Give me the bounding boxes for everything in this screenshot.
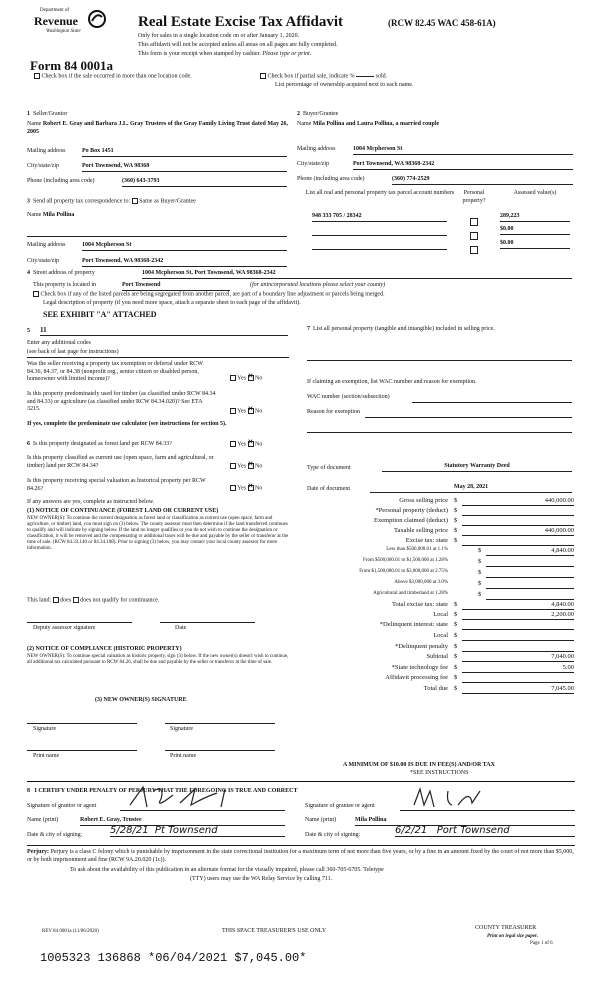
see-instructions: *SEE INSTRUCTIONS <box>410 770 469 776</box>
dollar-sign: $ <box>454 664 458 671</box>
s5-see-back: (see back of last page for instructions) <box>27 349 119 355</box>
tax-row-value[interactable] <box>486 569 574 578</box>
assessed-value-2[interactable]: $0.00 <box>500 226 570 235</box>
s6-q3-answer[interactable]: Yes ✕ No <box>230 485 262 493</box>
same-as-buyer-checkbox[interactable] <box>132 198 138 204</box>
logo-state: Washington State <box>46 29 81 34</box>
seller-name-field[interactable]: Name Robert E. Gray and Barbara J.L. Gray Trustees of the Gray Family Living Trust dated May 26, 2005 <box>27 121 289 135</box>
dollar-sign: $ <box>454 517 458 524</box>
form-citation: (RCW 82.45 WAC 458-61A) <box>388 18 496 28</box>
dollar-sign: $ <box>454 527 458 534</box>
multi-location-checkbox[interactable]: Check box if the sale occurred in more than one location code. <box>34 73 192 81</box>
dollar-sign: $ <box>454 653 458 660</box>
s6-q1-answer[interactable]: Yes ✕ No <box>230 441 262 449</box>
personal-checkbox-3[interactable] <box>470 241 478 259</box>
s6-question-2: Is this property classified as current use (open space, farm and agricultural, or timber) land per RCW 84.34? <box>27 455 214 469</box>
dollar-sign: $ <box>454 497 458 504</box>
header-note-2: This affidavit will not be accepted unless all areas on all pages are fully completed. <box>138 42 338 48</box>
tax-row-value[interactable]: 4,840.00 <box>462 601 574 610</box>
s5-code-field[interactable]: 11 <box>40 326 288 336</box>
tax-row-label: *Delinquent interest: state <box>379 621 448 628</box>
tax-row-label: *Delinquent penalty <box>395 643 448 650</box>
alt-format-2: (TTY) users may use the WA Relay Service by calling 711. <box>190 876 333 882</box>
tax-row-label: Gross selling price <box>399 497 448 504</box>
grantee-date-field[interactable]: 6/2/21 Port Townsend <box>395 825 575 837</box>
seller-mail-label: Mailing address <box>27 148 66 154</box>
corr-city-field[interactable]: Port Townsend, WA 98368-2342 <box>82 258 287 267</box>
tax-row-label: From $1,500,000.01 to $3,000,000 at 2.75% <box>359 569 448 574</box>
doc-type-field[interactable]: Statutory Warranty Deed <box>382 463 572 472</box>
checkbox-icon[interactable] <box>260 73 266 79</box>
seller-phone-label: Phone (including area code) <box>27 178 95 184</box>
seller-phone-field[interactable]: (360) 643-3793 <box>122 178 287 187</box>
dollar-sign: $ <box>454 643 458 650</box>
tax-row-label: Less than $500,000.01 at 1.1% <box>386 547 448 552</box>
doc-type-label: Type of document <box>307 465 351 471</box>
tax-row-label: Exemption claimed (deduct) <box>373 517 448 524</box>
new-owner-sig-title: (3) NEW OWNER(S) SIGNATURE <box>95 697 187 703</box>
ownership-note: List percentage of ownership acquired next to each name. <box>275 82 414 88</box>
tax-row-label: *State technology fee <box>391 664 448 671</box>
partial-sale-checkbox[interactable]: Check box if partial sale, indicate % sold. <box>260 73 387 81</box>
street-label: 4 Street address of property <box>27 270 95 276</box>
wac-label: WAC number (section/subsection) <box>307 394 390 400</box>
tax-row-value[interactable]: 4,840.00 <box>486 547 574 556</box>
county-treasurer: COUNTY TREASURER <box>475 925 537 931</box>
buyer-mail-field[interactable]: 1004 Mcpherson St <box>353 146 573 155</box>
dollar-sign: $ <box>478 580 482 587</box>
cashier-receipt-stamp: 1005323 136868 *06/04/2021 $7,045.00* <box>40 951 307 965</box>
assessed-header: Assessed value(s) <box>513 190 557 196</box>
rev-number: REV 84 0001a (11/06/2020) <box>42 929 99 934</box>
seller-city-label: City/state/zip <box>27 163 59 169</box>
page-number: Page 1 of 6 <box>530 941 553 946</box>
s5-q2-answer[interactable]: Yes ✕ No <box>230 408 262 416</box>
assessed-value-1[interactable]: 289,223 <box>500 213 570 222</box>
legal-description-label: Legal description of property (if you need more space, attach a separate sheet to each page of the affidavit). <box>43 300 301 306</box>
grantor-sig-label: Signature of grantor or agent <box>27 803 97 809</box>
print-label-1: Print name <box>33 753 60 759</box>
buyer-name-field[interactable]: Name Mila Pollina and Laura Pollina, a married couple <box>297 121 440 127</box>
dollar-sign: $ <box>454 601 458 608</box>
tax-row-value[interactable]: 440,000.00 <box>462 497 574 506</box>
grantor-date-field[interactable]: 5/28/21 Pt Townsend <box>110 825 285 837</box>
tax-row-label: Local <box>433 632 448 639</box>
exhibit-text: SEE EXHIBIT "A" ATTACHED <box>43 310 157 319</box>
s5-code-label: 5 <box>27 328 30 334</box>
sig-label-1: Signature <box>33 726 56 732</box>
tax-row-value[interactable]: 5.00 <box>462 664 574 673</box>
located-field[interactable]: Port Townsend <box>122 282 230 291</box>
seller-city-field[interactable]: Port Townsend, WA 98368 <box>82 163 287 172</box>
dollar-sign: $ <box>478 591 482 598</box>
tax-row-value[interactable] <box>486 558 574 567</box>
grantee-signature-icon <box>410 785 490 811</box>
buyer-heading: 2 Buyer/Grantee <box>297 111 339 117</box>
dollar-sign: $ <box>478 569 482 576</box>
grantee-name-field[interactable]: Mila Pollina <box>355 817 575 826</box>
certification: 8 I CERTIFY UNDER PENALTY OF PERJURY THAT THE FOREGOING IS TRUE AND CORRECT <box>27 788 298 794</box>
segregated-checkbox[interactable]: Check box if any of the listed parcels are being segregated from another parcel, are part of a boundary line adjustment or parcels being merged. <box>33 291 385 299</box>
dollar-sign: $ <box>478 547 482 554</box>
sig-label-2: Signature <box>170 726 193 732</box>
personal-header: Personal property? <box>462 190 486 204</box>
minimum-due: A MINIMUM OF $10.00 IS DUE IN FEE(S) AND/OR TAX <box>343 762 495 768</box>
grantor-signature-icon <box>125 783 235 813</box>
reason-label: Reason for exemption <box>307 409 360 415</box>
tax-row-value[interactable] <box>462 621 574 630</box>
tax-row-label: Agricultural and timberland at 1.28% <box>373 591 448 596</box>
corr-city-label: City/state/zip <box>27 258 59 264</box>
tax-row-label: Local <box>433 611 448 618</box>
dollar-sign: $ <box>454 632 458 639</box>
logo-dept: Department of <box>40 8 70 13</box>
s5-q1-answer[interactable]: Yes ✕ No <box>230 375 262 383</box>
dor-logo <box>32 8 114 50</box>
notice-compliance-title: (2) NOTICE OF COMPLIANCE (HISTORIC PROPERTY) <box>27 646 182 652</box>
tax-row-label: *Personal property (deduct) <box>375 507 448 514</box>
tax-row-value[interactable] <box>462 674 574 683</box>
tax-row-value[interactable] <box>462 632 574 641</box>
perjury-text: Perjury: Perjury is a class C felony which is punishable by imprisonment in the state correctional institution for a maximum term of not more than five years, or by a fine in an amount fixed by the court of not more than $5,000, or by both imprisonment and fine (RCW 9A.20.020 (1c)). <box>27 849 574 863</box>
tax-row-label: Above $3,000,000 at 3.0% <box>394 580 448 585</box>
grantor-name-field[interactable]: Robert E. Gray, Trustee <box>80 817 285 826</box>
corr-mail-field[interactable]: 1004 Mcpherson St <box>82 242 287 251</box>
corr-name-field[interactable]: Name Mila Pollina <box>27 212 75 218</box>
s5-additional-codes: Enter any additional codes <box>27 340 91 346</box>
tax-row-value[interactable] <box>462 537 574 546</box>
located-label: This property is located in <box>33 282 96 288</box>
s5-question-1: Was the seller receiving a property tax exemption or deferral under RCW 84.36, 84.37, or 84.38 (nonprofit org., senior citizen or disabled person, homeowner with limited income)? <box>27 361 203 382</box>
header-note-3: This form is your receipt when stamped by cashier. Please type or print. <box>138 51 312 57</box>
s6-ifany: If any answers are yes, complete as instructed below. <box>27 499 155 505</box>
this-land-options[interactable]: This land: does does not qualify for continuance. <box>27 597 160 604</box>
dollar-sign: $ <box>454 507 458 514</box>
tax-row-value[interactable] <box>462 643 574 652</box>
tax-row-value[interactable]: 2,200.00 <box>462 611 574 620</box>
buyer-city-label: City/state/zip <box>297 161 329 167</box>
street-address-field[interactable]: 1004 Mcpherson St, Port Townsend, WA 98368-2342 <box>142 270 572 279</box>
exemption-label: If claiming an exemption, list WAC number and reason for exemption. <box>307 379 477 385</box>
checkbox-icon[interactable] <box>34 73 40 79</box>
notice-continuance-text: NEW OWNER(S): To continue the current designation as forest land or classification as current use (open space, farm and agriculture, or timber) land, you must sign on (3) below. The county assessor must then determine if the land transferred continues to qualify and will indicate by signing below. If the land no longer qualifies or you do not wish to continue the designation or classification, it will be removed and the compensating or additional taxes will be due and payable by the seller or transferor at the time of sale. (RCW 84.33.140 or 84.34.108). Prior to signing (3) below, you may contact your local county assessor for more information. <box>27 516 289 551</box>
deputy-date-label: Date <box>175 625 187 631</box>
tax-row-label: From $500,000.01 to $1,500,000 at 1.28% <box>363 558 448 563</box>
tax-row-value[interactable] <box>486 591 574 600</box>
tax-row-value[interactable] <box>462 517 574 526</box>
grantor-name-label: Name (print) <box>27 817 59 823</box>
personal-property-label: 7 List all personal property (tangible and intangible) included in selling price. <box>307 326 495 332</box>
s6-question-3: Is this property receiving special valuation as historical property per RCW 84.26? <box>27 478 206 492</box>
notice-compliance-text: NEW OWNER(S): To continue special valuation as historic property, sign (3) below. If the new owner(s) doesn't wish to continue, all additional tax calculated pursuant to RCW 84.26, shall be due and payable by the seller or transferor at the time of sale. <box>27 654 289 665</box>
tax-row-label: Excise tax: state <box>405 537 448 544</box>
tax-row-value[interactable]: 7,040.00 <box>462 653 574 662</box>
doc-date-field[interactable]: May 28, 2021 <box>370 484 572 493</box>
tax-row-value[interactable]: 7,045.00 <box>462 685 574 694</box>
grantee-date-label: Date & city of signing: <box>305 832 361 838</box>
tax-row-label: Affidavit processing fee <box>385 674 448 681</box>
dollar-sign: $ <box>454 611 458 618</box>
form-title: Real Estate Excise Tax Affidavit <box>138 14 343 30</box>
dollar-sign: $ <box>478 558 482 565</box>
alt-format-1: To ask about the availability of this publication in an alternate format for the visually impaired, please call 360-705-6705. Teletype <box>70 867 384 873</box>
dollar-sign: $ <box>454 621 458 628</box>
header-note-1: Only for sales in a single location code on or after January 1, 2020. <box>138 33 300 39</box>
correspondence-heading: 3 Send all property tax correspondence to: Same as Buyer/Grantee <box>27 198 196 205</box>
tax-row-value[interactable] <box>486 580 574 589</box>
dollar-sign: $ <box>454 685 458 692</box>
tax-row-label: Total due <box>423 685 448 692</box>
buyer-phone-label: Phone (including area code) <box>297 176 365 182</box>
s5-note: If yes, complete the predominate use calculator (see instructions for section 5). <box>27 421 227 427</box>
seller-mail-field[interactable]: Po Box 1451 <box>82 148 287 157</box>
notice-continuance-title: (1) NOTICE OF CONTINUANCE (FOREST LAND OR CURRENT USE) <box>27 508 219 514</box>
s6-q2-answer[interactable]: Yes ✕ No <box>230 463 262 471</box>
corr-mail-label: Mailing address <box>27 242 66 248</box>
grantor-date-label: Date & city of signing: <box>27 832 83 838</box>
parcel-header: List all real and personal property tax parcel account numbers <box>305 190 455 196</box>
seller-heading: 1 Seller/Grantor <box>27 111 68 117</box>
deputy-signature-label: Deputy assessor signature <box>33 625 96 631</box>
assessed-value-3[interactable]: $0.00 <box>500 240 570 249</box>
tax-row-label: Subtotal <box>426 653 448 660</box>
doc-date-label: Date of document <box>307 486 350 492</box>
parcel-number-1[interactable]: 948 333 705 / 28342 <box>312 213 447 222</box>
form-number: Form 84 0001a <box>30 58 114 73</box>
buyer-phone-field[interactable]: (360) 774-2529 <box>392 176 573 185</box>
treasurer-use: THIS SPACE TREASURER'S USE ONLY <box>222 928 327 934</box>
buyer-mail-label: Mailing address <box>297 146 336 152</box>
logo-revenue: Revenue <box>34 14 78 28</box>
buyer-city-field[interactable]: Port Townsend, WA 98368-2342 <box>353 161 573 170</box>
legal-paper: Print on legal size paper. <box>487 934 538 939</box>
grantee-sig-label: Signature of grantee or agent <box>305 803 375 809</box>
s5-question-2: Is this property predominately used for timber (as classified under RCW 84.34 and 84.33) or agriculture (as classified under RCW 84.34.020)? See ETA 3215. <box>27 391 216 412</box>
logo-emblem-icon <box>87 9 107 29</box>
tax-row-label: Taxable selling price <box>393 527 448 534</box>
print-label-2: Print name <box>170 753 197 759</box>
grantee-name-label: Name (print) <box>305 817 337 823</box>
tax-row-label: Total excise tax: state <box>391 601 448 608</box>
tax-row-value[interactable]: 440,000.00 <box>462 527 574 536</box>
dollar-sign: $ <box>454 537 458 544</box>
s6-question-1: 6 Is this property designated as forest land per RCW 84.33? <box>27 441 172 447</box>
unincorporated-note: (for unincorporated locations please select your county) <box>250 282 386 288</box>
tax-row-value[interactable] <box>462 507 574 516</box>
dollar-sign: $ <box>454 674 458 681</box>
